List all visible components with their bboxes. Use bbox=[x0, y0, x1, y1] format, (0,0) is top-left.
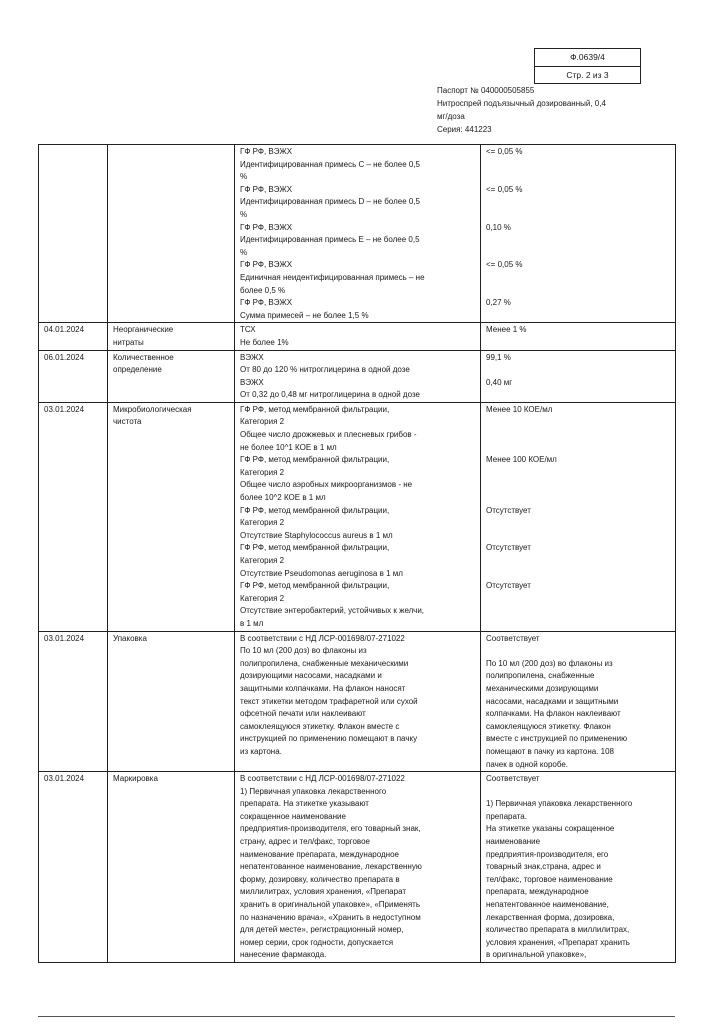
test-cell bbox=[108, 631, 235, 772]
method-line: ГФ РФ, ВЭЖХ bbox=[240, 147, 293, 156]
method-line: ВЭЖХ bbox=[240, 352, 264, 362]
result-line: в оригинальной упаковке», bbox=[486, 950, 587, 960]
result-line: препарата. bbox=[486, 811, 527, 821]
method-line: Категория 2 bbox=[240, 417, 285, 427]
method-line: Отсутствие Pseudomonas aeruginosa в 1 мл bbox=[240, 568, 403, 578]
method-line: В соответствии с НД ЛСР-001698/07-271022 bbox=[240, 633, 405, 643]
result-line: Менее 1 % bbox=[486, 325, 527, 335]
table-row bbox=[39, 772, 676, 963]
result-line: лекарственная форма, дозировка, bbox=[486, 912, 615, 922]
method-line: нанесение фармакода. bbox=[240, 950, 327, 960]
result-line: вместе с инструкцией по применению bbox=[486, 734, 628, 744]
result-cell bbox=[481, 350, 676, 402]
method-line: ГФ РФ, метод мембранной фильтрации, bbox=[240, 581, 390, 591]
result-line bbox=[486, 196, 672, 209]
result-line bbox=[486, 645, 672, 658]
result-line: Соответствует bbox=[486, 633, 540, 643]
method-line: ГФ РФ, метод мембранной фильтрации, bbox=[240, 404, 390, 414]
date-cell bbox=[39, 402, 108, 631]
result-line bbox=[486, 310, 672, 323]
result-line bbox=[486, 364, 672, 377]
test-line: чистота bbox=[113, 417, 142, 427]
date-cell bbox=[39, 350, 108, 402]
result-line: колпачками. На флакон наклеивают bbox=[486, 709, 621, 719]
method-line: полипропилена, снабженные механическими bbox=[240, 658, 409, 668]
result-line bbox=[486, 517, 672, 530]
table-row bbox=[39, 350, 676, 402]
result-line: непатентованное наименование, bbox=[486, 900, 609, 910]
test-line: Неорганические bbox=[113, 325, 174, 335]
result-line bbox=[486, 389, 672, 402]
passport-number: Паспорт № 040000505855 bbox=[437, 86, 535, 95]
result-line bbox=[486, 786, 672, 799]
method-line: Общее число аэробных микроорганизмов - не bbox=[240, 480, 413, 490]
date-text: 03.01.2024 bbox=[44, 774, 85, 784]
result-line bbox=[486, 467, 672, 480]
result-line: 0,40 мг bbox=[486, 377, 513, 387]
form-code: Ф.0639/4 bbox=[535, 49, 640, 67]
result-line bbox=[486, 272, 672, 285]
result-line bbox=[486, 429, 672, 442]
method-line: дозирующими насосами, насадками и bbox=[240, 671, 382, 681]
method-line: По 10 мл (200 доз) во флаконы из bbox=[240, 646, 367, 656]
result-line: Менее 100 КОЕ/мл bbox=[486, 455, 557, 465]
result-line bbox=[486, 555, 672, 568]
method-cell bbox=[235, 145, 481, 323]
method-line: В соответствии с НД ЛСР-001698/07-271022 bbox=[240, 774, 405, 784]
method-line: От 0,32 до 0,48 мг нитроглицерина в одной дозе bbox=[240, 390, 420, 400]
analysis-table bbox=[38, 144, 676, 963]
test-line: Маркировка bbox=[113, 774, 158, 784]
method-line: От 80 до 120 % нитроглицерина в одной дозе bbox=[240, 365, 410, 375]
method-line: сокращенное наименование bbox=[240, 811, 346, 821]
method-line: инструкцией по применению помещают в пачку bbox=[240, 734, 418, 744]
test-cell bbox=[108, 350, 235, 402]
result-line bbox=[486, 234, 672, 247]
result-line bbox=[486, 416, 672, 429]
result-line bbox=[486, 530, 672, 543]
test-cell bbox=[108, 772, 235, 963]
result-line: препарата, международное bbox=[486, 887, 589, 897]
method-line: Идентифицированная примесь С – не более 0,5 bbox=[240, 159, 420, 169]
result-line: товарный знак,страна, адрес и bbox=[486, 862, 601, 872]
method-line: Категория 2 bbox=[240, 518, 285, 528]
result-line bbox=[486, 285, 672, 298]
result-line: 99,1 % bbox=[486, 352, 511, 362]
result-line bbox=[486, 568, 672, 581]
method-line: в 1 мл bbox=[240, 618, 264, 628]
method-line: % bbox=[240, 247, 248, 257]
result-line: тел/факс, торговое наименование bbox=[486, 874, 613, 884]
method-line: из картона. bbox=[240, 746, 282, 756]
method-line: Категория 2 bbox=[240, 556, 285, 565]
method-line: Идентифицированная примесь D – не более 0,5 bbox=[240, 197, 420, 207]
form-code-box bbox=[534, 48, 641, 84]
method-line: препарата. На этикетке указывают bbox=[240, 799, 369, 809]
method-line: текст этикетки методом трафаретной или сухой bbox=[240, 696, 418, 706]
method-line: Категория 2 bbox=[240, 467, 285, 477]
method-line: ГФ РФ, ВЭЖХ bbox=[240, 298, 293, 308]
date-text: 03.01.2024 bbox=[44, 633, 85, 643]
method-line: Сумма примесей – не более 1,5 % bbox=[240, 310, 369, 320]
result-line bbox=[486, 479, 672, 492]
method-line: % bbox=[240, 209, 248, 219]
method-line: Единичная неидентифицированная примесь – не bbox=[240, 272, 425, 282]
method-line: ВЭЖХ bbox=[240, 377, 264, 387]
method-line: самоклеящуюся этикетку. Флакон вместе с bbox=[240, 721, 400, 731]
result-line: Отсутствует bbox=[486, 543, 531, 553]
method-line: более 10^2 КОЕ в 1 мл bbox=[240, 493, 326, 503]
result-line: предприятия-производителя, его bbox=[486, 849, 609, 859]
method-line: хранить в оригинальной упаковке», «Применять bbox=[240, 900, 420, 910]
result-line: количество препарата в миллилитрах, bbox=[486, 925, 630, 935]
product-dose: мг/доза bbox=[437, 112, 465, 121]
passport-header bbox=[437, 84, 657, 136]
method-line: Отсутствие энтеробактерий, устойчивых к желчи, bbox=[240, 606, 425, 616]
table-row bbox=[39, 631, 676, 772]
method-line: миллилитрах, условия хранения, «Препарат bbox=[240, 887, 407, 897]
table-row bbox=[39, 402, 676, 631]
result-line: условия хранения, «Препарат хранить bbox=[486, 937, 630, 947]
result-line bbox=[486, 605, 672, 618]
result-line bbox=[486, 171, 672, 184]
result-line: Отсутствует bbox=[486, 505, 531, 515]
date-text: 04.01.2024 bbox=[44, 325, 85, 335]
method-line: предприятия-производителя, его товарный знак, bbox=[240, 824, 421, 834]
method-line: 1) Первичная упаковка лекарственного bbox=[240, 786, 387, 796]
result-cell bbox=[481, 772, 676, 963]
method-line: защитными колпачками. На флакон наносят bbox=[240, 683, 406, 693]
method-line: страну, адрес и тел/факс, торговое bbox=[240, 837, 370, 847]
result-line: полипропилена, снабженные bbox=[486, 671, 595, 681]
method-cell bbox=[235, 402, 481, 631]
method-line: для детей месте», регистрационный номер, bbox=[240, 925, 404, 935]
test-line: Упаковка bbox=[113, 633, 147, 643]
method-line: номер серии, срок годности, допускается bbox=[240, 937, 394, 947]
result-line: 0,10 % bbox=[486, 222, 511, 232]
batch-number: Серия: 441223 bbox=[437, 125, 492, 134]
result-line: <= 0,05 % bbox=[486, 147, 523, 156]
result-line: По 10 мл (200 доз) во флаконы из bbox=[486, 658, 613, 668]
result-line bbox=[486, 442, 672, 455]
result-line: помещают в пачку из картона. 108 bbox=[486, 746, 614, 756]
method-line: Идентифицированная примесь Е – не более 0,5 bbox=[240, 235, 420, 245]
result-line: <= 0,05 % bbox=[486, 184, 523, 194]
method-line: ГФ РФ, метод мембранной фильтрации, bbox=[240, 543, 390, 553]
table-row bbox=[39, 145, 676, 323]
test-line: Микробиологическая bbox=[113, 404, 192, 414]
method-line: непатентованное наименование, лекарственную bbox=[240, 862, 422, 872]
method-line: ГФ РФ, метод мембранной фильтрации, bbox=[240, 505, 390, 515]
method-line: ГФ РФ, ВЭЖХ bbox=[240, 184, 293, 194]
method-line: Общее число дрожжевых и плесневых грибов - bbox=[240, 430, 417, 440]
date-cell bbox=[39, 772, 108, 963]
result-cell bbox=[481, 402, 676, 631]
page-bottom-rule bbox=[38, 1016, 675, 1017]
result-line bbox=[486, 159, 672, 172]
result-line: пачек в одной коробе. bbox=[486, 759, 569, 769]
method-line: более 0,5 % bbox=[240, 285, 286, 295]
result-line: наименование bbox=[486, 837, 541, 847]
date-cell bbox=[39, 145, 108, 323]
method-cell bbox=[235, 772, 481, 963]
result-line: 1) Первичная упаковка лекарственного bbox=[486, 799, 633, 809]
test-cell bbox=[108, 145, 235, 323]
result-line: <= 0,05 % bbox=[486, 260, 523, 270]
result-line: Менее 10 КОЕ/мл bbox=[486, 404, 553, 414]
result-cell bbox=[481, 323, 676, 350]
result-line: самоклеящуюся этикетку. Флакон bbox=[486, 721, 611, 731]
test-line: нитраты bbox=[113, 337, 144, 347]
date-text: 06.01.2024 bbox=[44, 352, 85, 362]
method-line: офсетной печати или наклеивают bbox=[240, 709, 366, 719]
method-line: по назначению врача», «Хранить в недоступном bbox=[240, 912, 421, 922]
method-line: % bbox=[240, 172, 248, 182]
page-number: Стр. 2 из 3 bbox=[566, 70, 609, 80]
result-line bbox=[486, 247, 672, 260]
date-text: 03.01.2024 bbox=[44, 404, 85, 414]
method-cell bbox=[235, 350, 481, 402]
product-name: Нитроспрей подъязычный дозированный, 0,4 bbox=[437, 99, 606, 108]
method-cell bbox=[235, 631, 481, 772]
date-cell bbox=[39, 631, 108, 772]
test-cell bbox=[108, 323, 235, 350]
result-line: На этикетке указаны сокращенное bbox=[486, 824, 615, 834]
method-line: форму, дозировку, количество препарата в bbox=[240, 874, 400, 884]
result-line bbox=[486, 492, 672, 505]
result-cell bbox=[481, 631, 676, 772]
result-line bbox=[486, 618, 672, 631]
date-cell bbox=[39, 323, 108, 350]
method-line: Отсутствие Staphylococcus aureus в 1 мл bbox=[240, 530, 393, 540]
result-cell bbox=[481, 145, 676, 323]
result-line: насосами, насадками и защитными bbox=[486, 696, 619, 706]
test-line: определение bbox=[113, 365, 162, 375]
result-line: Соответствует bbox=[486, 774, 540, 784]
method-cell bbox=[235, 323, 481, 350]
result-line bbox=[486, 593, 672, 606]
test-line: Количественное bbox=[113, 352, 174, 362]
method-line: Не более 1% bbox=[240, 337, 289, 347]
method-line: ГФ РФ, ВЭЖХ bbox=[240, 260, 293, 270]
result-line: 0,27 % bbox=[486, 298, 511, 308]
method-line: ГФ РФ, метод мембранной фильтрации, bbox=[240, 455, 390, 465]
table-row bbox=[39, 323, 676, 350]
result-line: Отсутствует bbox=[486, 581, 531, 591]
result-line: механическими дозирующими bbox=[486, 683, 599, 693]
result-line bbox=[486, 209, 672, 222]
method-line: ГФ РФ, ВЭЖХ bbox=[240, 222, 293, 232]
method-line: Категория 2 bbox=[240, 593, 285, 603]
method-line: не более 10^1 КОЕ в 1 мл bbox=[240, 442, 337, 452]
method-line: ТСХ bbox=[240, 325, 256, 335]
method-line: наименование препарата, международное bbox=[240, 849, 399, 859]
test-cell bbox=[108, 402, 235, 631]
